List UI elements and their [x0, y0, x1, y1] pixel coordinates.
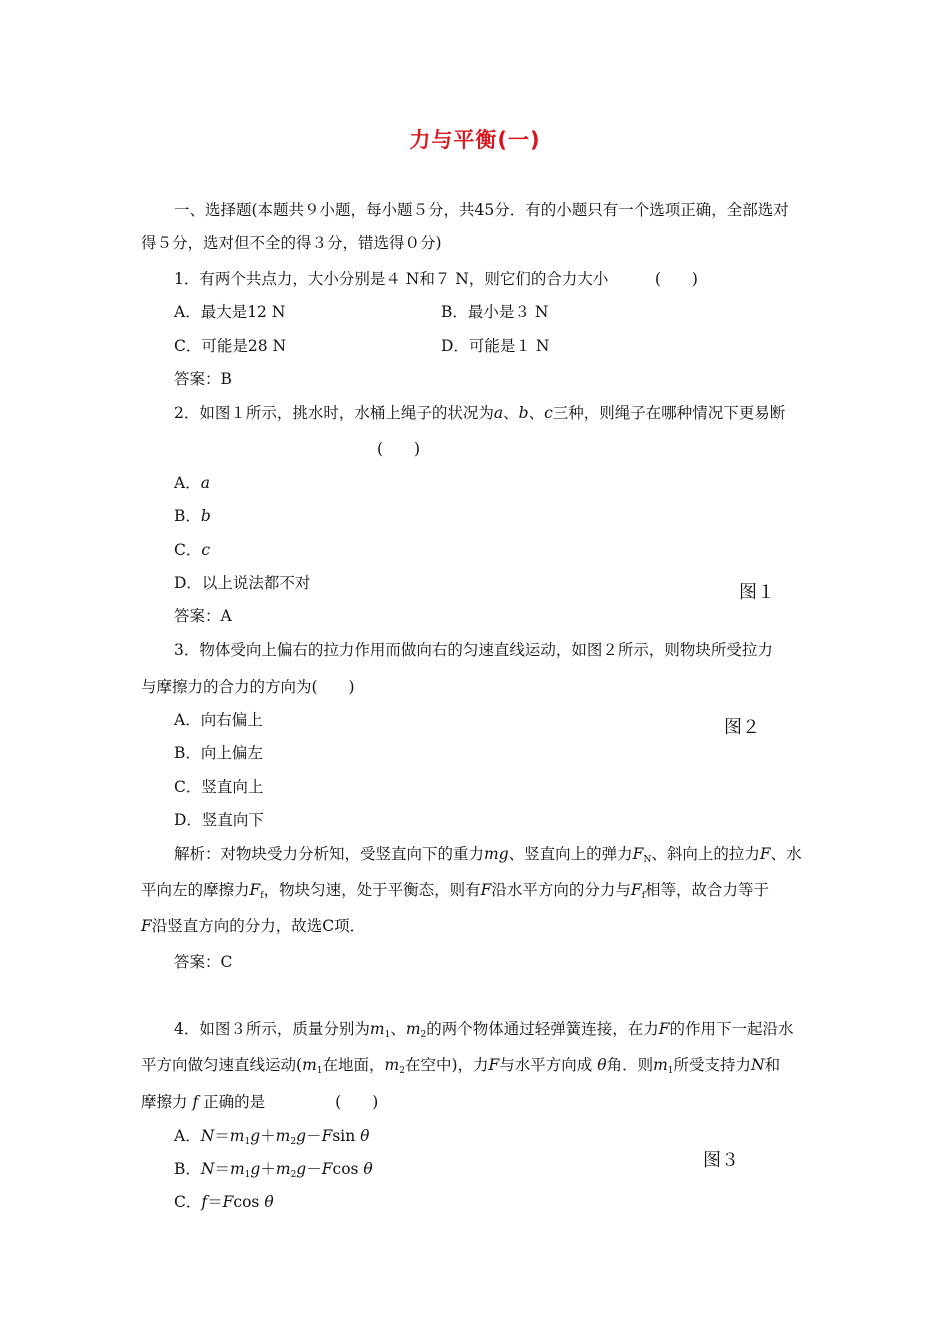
section-intro-line1: 一、选择题(本题共９小题，每小题５分，共45分．有的小题只有一个选项正确，全部选对: [174, 201, 789, 219]
question-4-line2: 平方向做匀速直线运动($m_1$在地面，$m_2$在空中)，力F与水平方向成 θ角．则$m_1$所受支持力N和: [141, 1056, 781, 1076]
q2-option-a: A．a: [174, 474, 210, 492]
figure-1-caption: 图１: [739, 582, 775, 602]
q3-option-a: A．向右偏上: [174, 711, 263, 729]
q2-answer-blank: ( ): [377, 440, 421, 458]
q1-option-c: C．可能是28 N: [174, 337, 287, 355]
question-1: 1．有两个共点力，大小分别是４ N和７ N，则它们的合力大小 ( ): [174, 270, 698, 288]
section-intro-line2: 得５分，选对但不全的得３分，错选得０分): [141, 234, 442, 252]
q4-option-c: C．f＝Fcos θ: [174, 1193, 274, 1211]
figure-3-caption: 图３: [703, 1150, 739, 1170]
question-3-line2: 与摩擦力的合力的方向为( ): [141, 678, 355, 696]
question-4-line3: 摩擦力 f 正确的是 ( ): [141, 1093, 379, 1111]
q4-option-a: A．$N=m_1g+m_2g-Fsin$ θ: [174, 1127, 370, 1147]
q2-option-c: C．c: [174, 541, 211, 559]
q3-option-c: C．竖直向上: [174, 778, 264, 796]
figure-2-caption: 图２: [724, 717, 760, 737]
question-3-line1: 3．物体受向上偏右的拉力作用而做向右的匀速直线运动，如图２所示，则物块所受拉力: [174, 641, 773, 659]
page-title: 力与平衡(一): [409, 128, 541, 152]
q3-solution-line1: 解析：对物块受力分析知，受竖直向下的重力mg、竖直向上的弹力$F_N$、斜向上的拉力F、水: [174, 845, 802, 865]
q1-option-a: A．最大是12 N: [174, 303, 286, 321]
q2-option-d: D．以上说法都不对: [174, 574, 311, 592]
q3-option-b: B．向上偏左: [174, 744, 263, 762]
q3-option-d: D．竖直向下: [174, 811, 264, 829]
q2-option-b: B．b: [174, 507, 211, 525]
q1-option-b: B．最小是３ N: [441, 303, 549, 321]
q3-solution-line2: 平向左的摩擦力$F_f$，物块匀速，处于平衡态，则有F沿水平方向的分力与$F_f$相等，故合力等于: [141, 881, 770, 901]
q3-solution-line3: F沿竖直方向的分力，故选C项．: [141, 917, 366, 935]
q3-answer: 答案：C: [174, 953, 233, 971]
question-4-line1: 4．如图３所示，质量分别为$m_1$、$m_2$的两个物体通过轻弹簧连接，在力F的作用下一起沿水: [174, 1020, 794, 1040]
q2-answer: 答案：A: [174, 607, 232, 625]
q4-option-b: B．$N=m_1g+m_2g-Fcos$ θ: [174, 1160, 373, 1180]
q1-option-d: D．可能是１ N: [441, 337, 550, 355]
question-2: 2．如图１所示，挑水时，水桶上绳子的状况为a、b、c三种，则绳子在哪种情况下更易断: [174, 404, 786, 422]
q1-answer: 答案：B: [174, 370, 232, 388]
